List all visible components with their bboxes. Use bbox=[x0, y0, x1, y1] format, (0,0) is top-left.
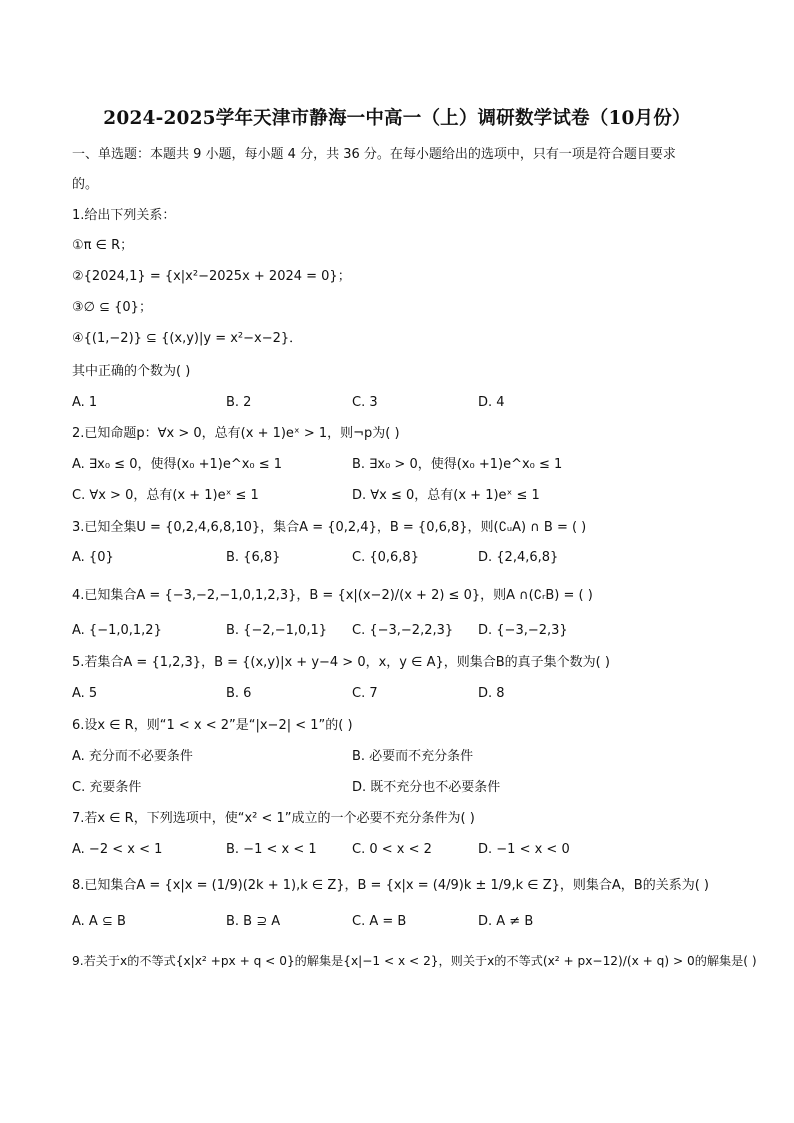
q5-option-c: C. 7 bbox=[352, 686, 378, 701]
q6-option-c: C. 充要条件 bbox=[72, 780, 142, 795]
q9-stem: 9.若关于x的不等式{x|x² +px + q < 0}的解集是{x|−1 < x < 2}，则关于x的不等式(x² + px−12)/(x + q) > 0的解集是( ) bbox=[72, 954, 757, 968]
q1-item-4: ④{(1,−2)} ⊆ {(x,y)|y = x²−x−2}． bbox=[72, 331, 303, 346]
q4-option-d: D. {−3,−2,3} bbox=[478, 623, 568, 638]
q1-option-b: B. 2 bbox=[226, 395, 252, 410]
section-heading-cont: 的。 bbox=[72, 177, 99, 192]
page-title: 2024-2025学年天津市静海一中高一（上）调研数学试卷（10月份） bbox=[103, 108, 691, 129]
q5-option-d: D. 8 bbox=[478, 686, 505, 701]
q2-option-c: C. ∀x > 0，总有(x + 1)eˣ ≤ 1 bbox=[72, 488, 259, 503]
q6-option-b: B. 必要而不充分条件 bbox=[352, 749, 474, 764]
q5-option-b: B. 6 bbox=[226, 686, 252, 701]
q1-option-d: D. 4 bbox=[478, 395, 505, 410]
section-heading: 一、单选题：本题共 9 小题，每小题 4 分，共 36 分。在每小题给出的选项中，只有一项是符合题目要求 bbox=[72, 147, 676, 162]
q6-option-a: A. 充分而不必要条件 bbox=[72, 749, 193, 764]
q2-option-b: B. ∃x₀ > 0，使得(x₀ +1)e^x₀ ≤ 1 bbox=[352, 457, 563, 472]
q1-item-3: ③∅ ⊆ {0}； bbox=[72, 300, 152, 315]
q1-item-1: ①π ∈ R； bbox=[72, 238, 134, 253]
q6-option-d: D. 既不充分也不必要条件 bbox=[352, 780, 501, 795]
q8-option-d: D. A ≠ B bbox=[478, 914, 534, 929]
q7-stem: 7.若x ∈ R，下列选项中，使“x² < 1”成立的一个必要不充分条件为( ) bbox=[72, 811, 475, 826]
q7-option-d: D. −1 < x < 0 bbox=[478, 842, 570, 857]
q1-option-a: A. 1 bbox=[72, 395, 98, 410]
q3-option-a: A. {0} bbox=[72, 550, 114, 565]
q4-option-c: C. {−3,−2,2,3} bbox=[352, 623, 454, 638]
q7-option-c: C. 0 < x < 2 bbox=[352, 842, 432, 857]
q4-stem: 4.已知集合A = {−3,−2,−1,0,1,2,3}，B = {x|(x−2)/(x + 2) ≤ 0}，则A ∩(∁ᵣB) = ( ) bbox=[72, 588, 593, 603]
q4-option-a: A. {−1,0,1,2} bbox=[72, 623, 162, 638]
q6-stem: 6.设x ∈ R，则“1 < x < 2”是“|x−2| < 1”的( ) bbox=[72, 718, 353, 733]
q8-stem: 8.已知集合A = {x|x = (1/9)(2k + 1),k ∈ Z}，B = {x|x = (4/9)k ± 1/9,k ∈ Z}，则集合A，B的关系为( ) bbox=[72, 878, 709, 893]
q1-stem: 1.给出下列关系： bbox=[72, 208, 176, 223]
q2-option-a: A. ∃x₀ ≤ 0，使得(x₀ +1)e^x₀ ≤ 1 bbox=[72, 457, 283, 472]
q1-ask: 其中正确的个数为( ) bbox=[72, 364, 191, 379]
q3-option-b: B. {6,8} bbox=[226, 550, 281, 565]
q5-stem: 5.若集合A = {1,2,3}，B = {(x,y)|x + y−4 > 0，x，y ∈ A}，则集合B的真子集个数为( ) bbox=[72, 655, 610, 670]
q3-option-c: C. {0,6,8} bbox=[352, 550, 419, 565]
q1-item-2: ②{2024,1} = {x|x²−2025x + 2024 = 0}； bbox=[72, 269, 351, 284]
q3-option-d: D. {2,4,6,8} bbox=[478, 550, 559, 565]
q1-option-c: C. 3 bbox=[352, 395, 378, 410]
q8-option-c: C. A = B bbox=[352, 914, 407, 929]
q2-option-d: D. ∀x ≤ 0，总有(x + 1)eˣ ≤ 1 bbox=[352, 488, 540, 503]
q7-option-b: B. −1 < x < 1 bbox=[226, 842, 317, 857]
q8-option-a: A. A ⊆ B bbox=[72, 914, 126, 929]
q3-stem: 3.已知全集U = {0,2,4,6,8,10}，集合A = {0,2,4}，B = {0,6,8}，则(∁ᵤA) ∩ B = ( ) bbox=[72, 520, 587, 535]
q7-option-a: A. −2 < x < 1 bbox=[72, 842, 163, 857]
q4-option-b: B. {−2,−1,0,1} bbox=[226, 623, 327, 638]
q8-option-b: B. B ⊇ A bbox=[226, 914, 281, 929]
q5-option-a: A. 5 bbox=[72, 686, 98, 701]
q2-stem: 2.已知命题p：∀x > 0，总有(x + 1)eˣ > 1，则¬p为( ) bbox=[72, 426, 400, 441]
